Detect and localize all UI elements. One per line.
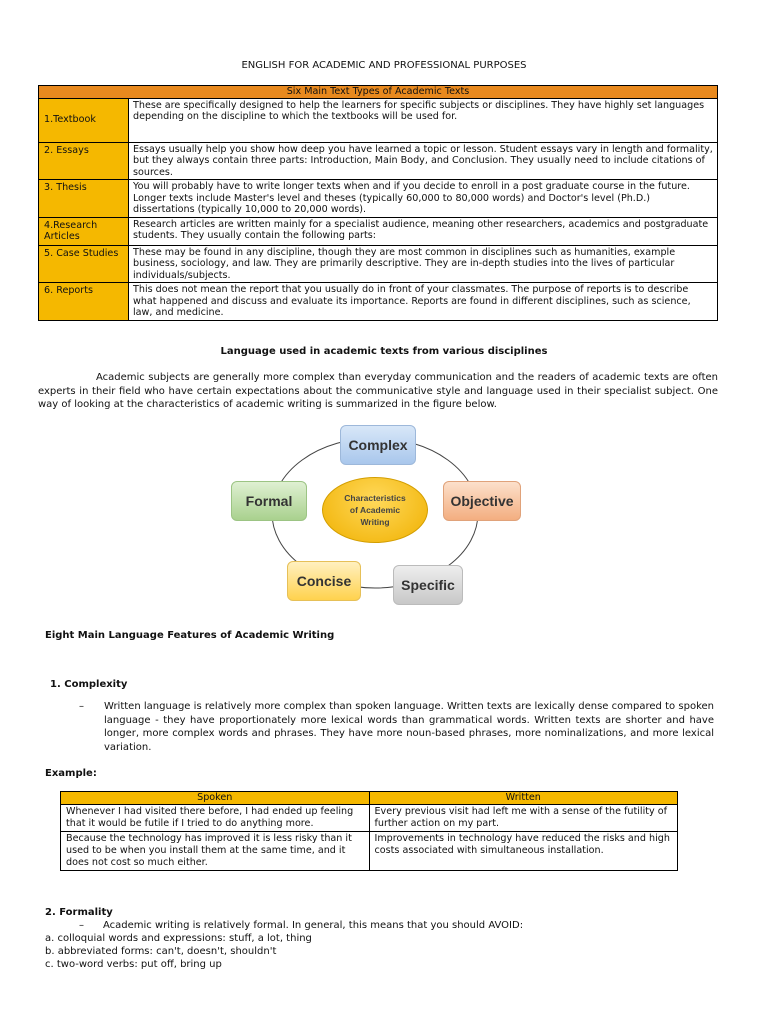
objective-node: Objective [443,481,521,521]
complexity-heading: 1. Complexity [50,679,128,690]
example-table [60,791,678,871]
complex-node: Complex [340,425,416,465]
row-label: 4.Research Articles [39,217,129,245]
formality-heading: 2. Formality [45,907,113,918]
written-cell: Every previous visit had left me with a sense of the futility of further action on my part. [369,805,678,832]
text-types-table [38,85,718,321]
formality-intro: Academic writing is relatively formal. In general, this means that you should AVOID: [103,920,524,931]
table-caption: Six Main Text Types of Academic Texts [39,86,718,99]
row-label: 3. Thesis [39,180,129,218]
row-text: Research articles are written mainly for a specialist audience, meaning other researchers, academics and postgraduate students. They usually contain the following parts: [129,217,718,245]
row-label: 1.Textbook [39,98,129,142]
center-node-label: Characteristics of Academic Writing [344,493,406,527]
row-label: 2. Essays [39,142,129,180]
example-label: Example: [45,768,97,779]
document-title: ENGLISH FOR ACADEMIC AND PROFESSIONAL PURPOSES [241,60,527,71]
row-text: Essays usually help you show how deep you have learned a topic or lesson. Student essays vary in length and formality, but they always contain three parts: Introduction, Main Body, and Conclusion. They usually need to include citations of sources. [129,142,718,180]
row-text: You will probably have to write longer texts when and if you decide to enroll in a post graduate course in the future. Longer texts include Master's level and theses (typically 60,000 to 80,000 words) and Doctor's level (Ph.D.) dissertations (typically 10,000 to 20,000 words). [129,180,718,218]
spoken-header: Spoken [61,792,370,805]
center-node [322,477,428,543]
spoken-cell: Because the technology has improved it is less risky than it used to be when you install them at the same time, and it does not cost so much either. [61,832,370,871]
row-label: 6. Reports [39,283,129,321]
written-cell: Improvements in technology have reduced the risks and high costs associated with simultaneous installation. [369,832,678,871]
language-section-heading: Language used in academic texts from various disciplines [220,346,548,357]
features-heading: Eight Main Language Features of Academic Writing [45,630,335,641]
row-label: 5. Case Studies [39,245,129,283]
row-text: These are specifically designed to help the learners for specific subjects or disciplines. They have highly set languages depending on the discipline to which the textbooks will be used for. [129,98,718,142]
formality-dash: – [79,920,84,931]
concise-node: Concise [287,561,361,601]
formality-item-b: b. abbreviated forms: can't, doesn't, shouldn't [45,946,277,957]
characteristics-diagram [225,420,525,610]
row-text: These may be found in any discipline, though they are most common in disciplines such as humanities, example business, sociology, and law. They are primarily descriptive. They are in-depth studies into the lives of particular individuals/subjects. [129,245,718,283]
complexity-dash: – [79,701,84,712]
language-section-paragraph: Academic subjects are generally more complex than everyday communication and the readers of academic texts are often experts in their field who have certain expectations about the communicative style and language used in their specialist subject. One way of looking at the characteristics of academic writing is summarized in the figure below. [38,372,718,410]
formal-node: Formal [231,481,307,521]
formality-item-c: c. two-word verbs: put off, bring up [45,959,222,970]
specific-node: Specific [393,565,463,605]
spoken-cell: Whenever I had visited there before, I had ended up feeling that it would be futile if I tried to do anything more. [61,805,370,832]
written-header: Written [369,792,678,805]
complexity-text: Written language is relatively more complex than spoken language. Written texts are lexically dense compared to spoken language - they have proportionately more lexical words than grammatical words. Written texts are shorter and have longer, more complex words and phrases. They have more noun-based phrases, more nominalizations, and more lexical variation. [104,701,714,753]
formality-item-a: a. colloquial words and expressions: stuff, a lot, thing [45,933,312,944]
row-text: This does not mean the report that you usually do in front of your classmates. The purpose of reports is to describe what happened and discuss and evaluate its importance. Reports are found in different disciplines, such as science, law, and medicine. [129,283,718,321]
